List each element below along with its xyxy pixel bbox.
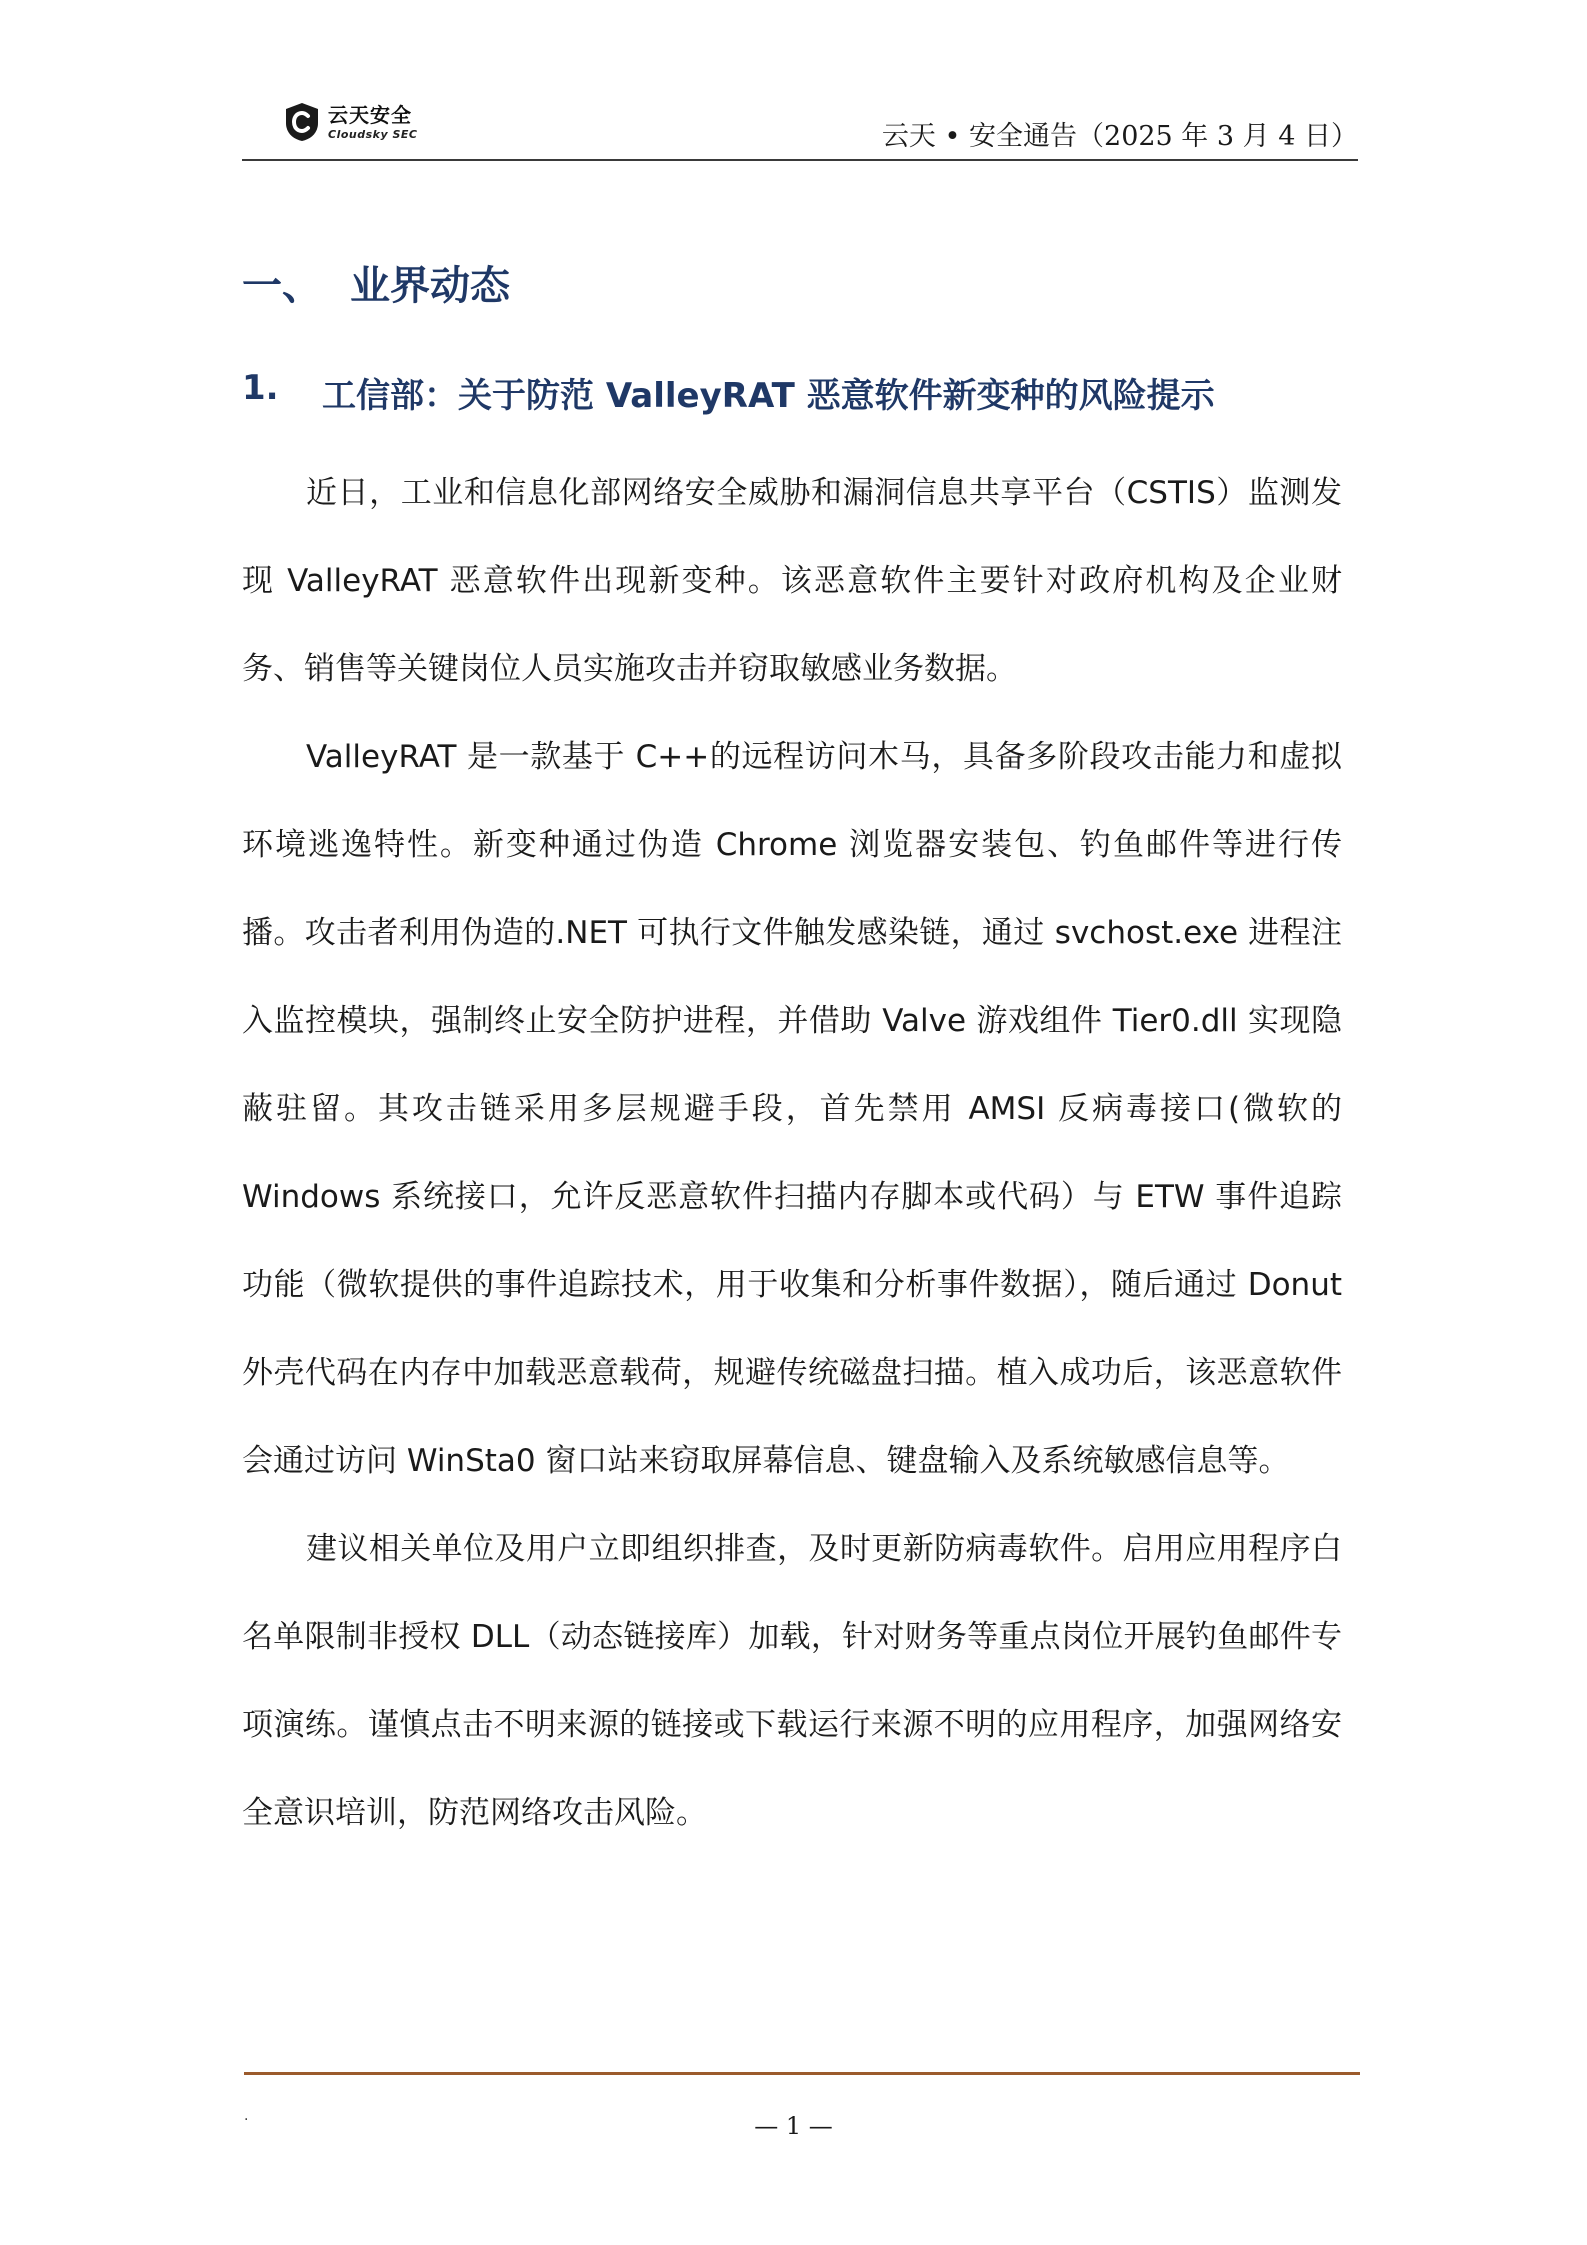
section-heading: [242, 254, 510, 311]
article-number: 1.: [242, 368, 279, 408]
header-divider: [242, 159, 1358, 161]
footer-divider: [244, 2072, 1360, 2075]
page-number: — 1 —: [754, 2112, 833, 2140]
section-number: 一、: [242, 263, 322, 309]
paragraph: 建议相关单位及用户立即组织排查，及时更新防病毒软件。启用应用程序白名单限制非授权 DLL（动态链接库）加载，针对财务等重点岗位开展钓鱼邮件专项演练。谨慎点击不明来源的链接或下载运行来源不明的应用程序，加强网络安全意识培训，防范网络攻击风险。: [242, 1531, 1342, 1831]
logo-english-name: Cloudsky SEC: [328, 127, 418, 141]
footer-dot: .: [244, 2108, 249, 2124]
company-logo: [284, 102, 417, 142]
article-title: 工信部：关于防范 ValleyRAT 恶意软件新变种的风险提示: [322, 376, 1215, 416]
page-header: [242, 92, 1358, 162]
paragraph: ValleyRAT 是一款基于 C++的远程访问木马，具备多阶段攻击能力和虚拟环境逃逸特性。新变种通过伪造 Chrome 浏览器安装包、钓鱼邮件等进行传播。攻击者利用伪造的.NET 可执行文件触发感染链，通过 svchost.exe 进程注入监控模块，强制终止安全防护进程，并借助 Valve 游戏组件 Tier0.dll 实现隐蔽驻留。其攻击链采用多层规避手段，首先禁用 AMSI 反病毒接口(微软的 Windows 系统接口，允许反恶意软件扫描内存脚本或代码）与 ETW 事件追踪功能（微软提供的事件追踪技术，用于收集和分析事件数据），随后通过 Donut 外壳代码在内存中加载恶意载荷，规避传统磁盘扫描。植入成功后，该恶意软件会通过访问 WinSta0 窗口站来窃取屏幕信息、键盘输入及系统敏感信息等。: [242, 739, 1342, 1479]
header-title: 云天 • 安全通告（2025 年 3 月 4 日）: [881, 121, 1358, 152]
article-body: [242, 449, 1342, 1857]
logo-chinese-name: 云天安全: [328, 102, 412, 127]
article-heading: [242, 368, 1215, 417]
paragraph: 近日，工业和信息化部网络安全威胁和漏洞信息共享平台（CSTIS）监测发现 ValleyRAT 恶意软件出现新变种。该恶意软件主要针对政府机构及企业财务、销售等关键岗位人员实施攻击并窃取敏感业务数据。: [242, 475, 1342, 687]
shield-logo-icon: [284, 102, 320, 142]
section-title: 业界动态: [350, 263, 510, 309]
